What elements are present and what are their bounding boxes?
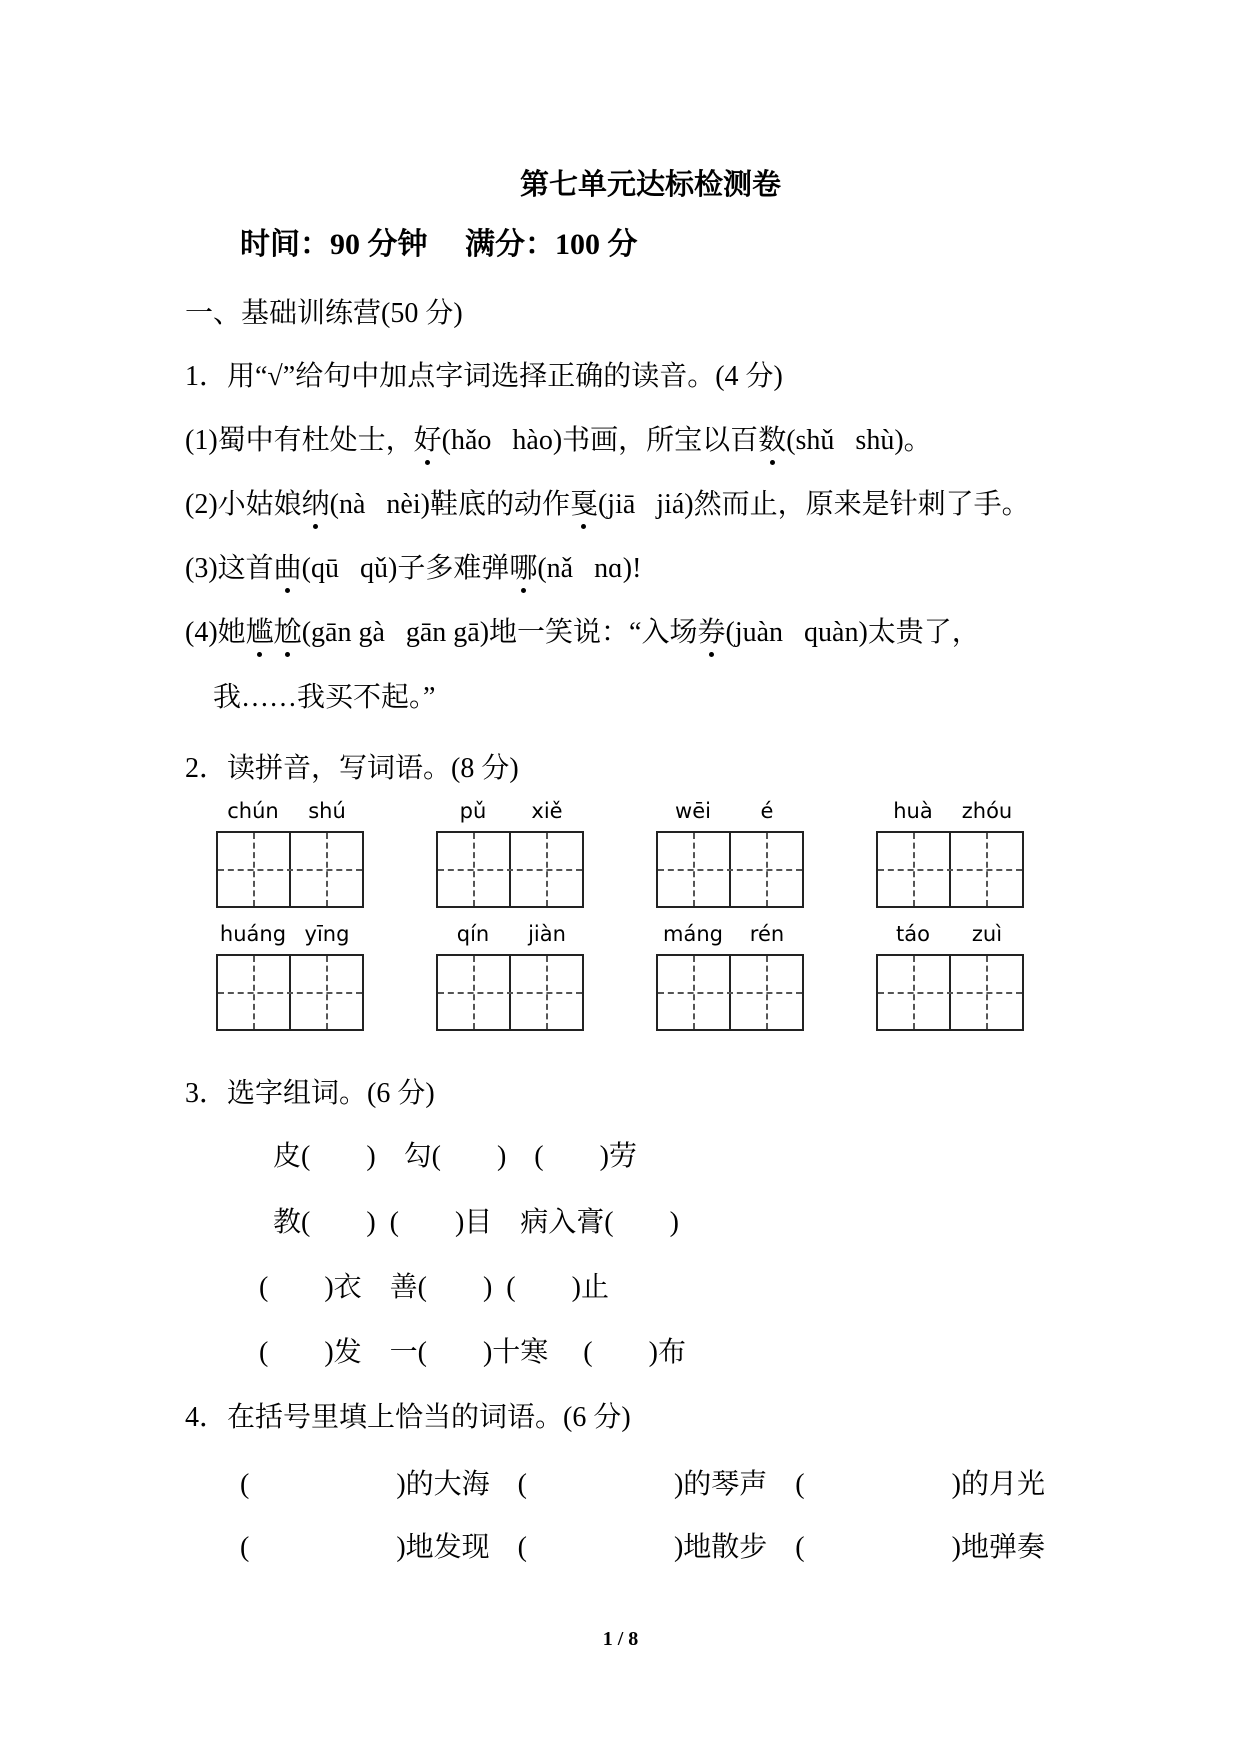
grid-cell <box>878 956 949 1029</box>
text-segment: (3)这首 <box>185 553 274 584</box>
grid-cell <box>438 956 509 1029</box>
pinyin-label: máng <box>663 922 723 946</box>
text-segment: (qū qǔ)子多难弹 <box>301 553 510 584</box>
pinyin-label: shú <box>308 799 346 823</box>
dotted-char: 尴 <box>245 617 274 648</box>
page-title: 第七单元达标检测卷 <box>520 169 782 201</box>
pinyin-label: é <box>760 799 774 823</box>
pinyin-labels <box>876 922 1024 947</box>
dotted-char: 纳 <box>301 489 330 520</box>
writing-grid <box>436 954 584 1031</box>
dotted-char: 哪 <box>509 553 538 584</box>
question2-heading: 2．读拼音，写词语。(8 分) <box>185 753 519 784</box>
pinyin-labels <box>436 799 584 824</box>
pinyin-labels <box>216 799 364 824</box>
pinyin-labels <box>436 922 584 947</box>
grid-cell <box>729 956 802 1029</box>
question3-row-4: ( )发 一( )十寒 ( )布 <box>259 1337 686 1368</box>
section1-heading: 一、基础训练营(50 分) <box>185 298 463 329</box>
question3-row-3: ( )衣 善( ) ( )止 <box>259 1272 609 1303</box>
writing-grid <box>876 954 1024 1031</box>
text-segment: (2)小姑娘 <box>185 489 302 520</box>
question1-heading: 1．用“√”给句中加点字词选择正确的读音。(4 分) <box>185 361 783 392</box>
dotted-char: 尬 <box>273 617 302 648</box>
pinyin-label: xiě <box>531 799 563 823</box>
page-number: 1 / 8 <box>602 1628 639 1650</box>
question3-heading: 3．选字组词。(6 分) <box>185 1078 435 1109</box>
question1-item-3 <box>185 552 641 586</box>
writing-grid <box>216 954 364 1031</box>
writing-grid <box>656 954 804 1031</box>
exam-time-score-line: 时间：90 分钟 满分：100 分 <box>240 228 638 261</box>
dotted-char: 戛 <box>569 489 598 520</box>
pinyin-label: rén <box>749 922 785 946</box>
pinyin-labels <box>656 799 804 824</box>
writing-grid <box>876 831 1024 908</box>
question3-row-2: 教( ) ( )目 病入膏( ) <box>273 1207 679 1238</box>
question4-heading: 4．在括号里填上恰当的词语。(6 分) <box>185 1402 631 1433</box>
grid-cell <box>218 956 289 1029</box>
grid-cell <box>289 833 362 906</box>
grid-cell <box>658 956 729 1029</box>
text-segment: (shǔ shù)。 <box>786 425 932 456</box>
grid-cell <box>729 833 802 906</box>
question1-item-4-continuation <box>213 681 435 715</box>
text-segment: (jiā jiá)然而止，原来是针刺了手。 <box>597 489 1030 520</box>
grid-cell <box>218 833 289 906</box>
pinyin-label: qín <box>456 922 490 946</box>
text-segment: (juàn quàn)太贵了， <box>725 617 980 648</box>
question3-row-1: 皮( ) 勾( ) ( )劳 <box>273 1141 637 1172</box>
grid-cell <box>878 833 949 906</box>
grid-cell <box>949 833 1022 906</box>
question4-row-2: ( )地发现 ( )地散步 ( )地弹奏 <box>240 1532 1045 1563</box>
pinyin-label: chún <box>227 799 279 823</box>
text-segment: (1)蜀中有杜处士， <box>185 425 414 456</box>
dotted-char: 曲 <box>273 553 302 584</box>
text-segment: 我……我买不起。” <box>213 682 436 713</box>
pinyin-label: jiàn <box>528 922 566 946</box>
grid-cell <box>509 956 582 1029</box>
pinyin-labels <box>216 922 364 947</box>
grid-cell <box>949 956 1022 1029</box>
text-segment: (nǎ nɑ)! <box>537 553 642 584</box>
dotted-char: 好 <box>413 425 442 456</box>
question4-row-1: ( )的大海 ( )的琴声 ( )的月光 <box>240 1469 1045 1500</box>
grid-cell <box>289 956 362 1029</box>
question1-item-1 <box>185 424 932 458</box>
text-segment: (gān gà gān gā)地一笑说：“入场 <box>301 617 698 648</box>
question1-item-4 <box>185 616 980 650</box>
text-segment: (hǎo hào)书画，所宝以百 <box>441 425 759 456</box>
pinyin-labels <box>876 799 1024 824</box>
pinyin-label: zuì <box>971 922 1003 946</box>
pinyin-label: táo <box>896 922 930 946</box>
pinyin-label: pǔ <box>459 799 487 823</box>
pinyin-label: huà <box>893 799 933 823</box>
text-segment: (nà nèi)鞋底的动作 <box>329 489 570 520</box>
dotted-char: 券 <box>697 617 726 648</box>
pinyin-label: wēi <box>675 799 711 823</box>
dotted-char: 数 <box>758 425 787 456</box>
pinyin-label: huáng <box>219 922 287 946</box>
writing-grid <box>656 831 804 908</box>
question1-item-2 <box>185 488 1030 522</box>
text-segment: (4)她 <box>185 617 246 648</box>
grid-cell <box>658 833 729 906</box>
writing-grid <box>436 831 584 908</box>
pinyin-label: zhóu <box>961 799 1013 823</box>
pinyin-label: yīng <box>304 922 350 946</box>
writing-grid <box>216 831 364 908</box>
grid-cell <box>438 833 509 906</box>
pinyin-labels <box>656 922 804 947</box>
grid-cell <box>509 833 582 906</box>
